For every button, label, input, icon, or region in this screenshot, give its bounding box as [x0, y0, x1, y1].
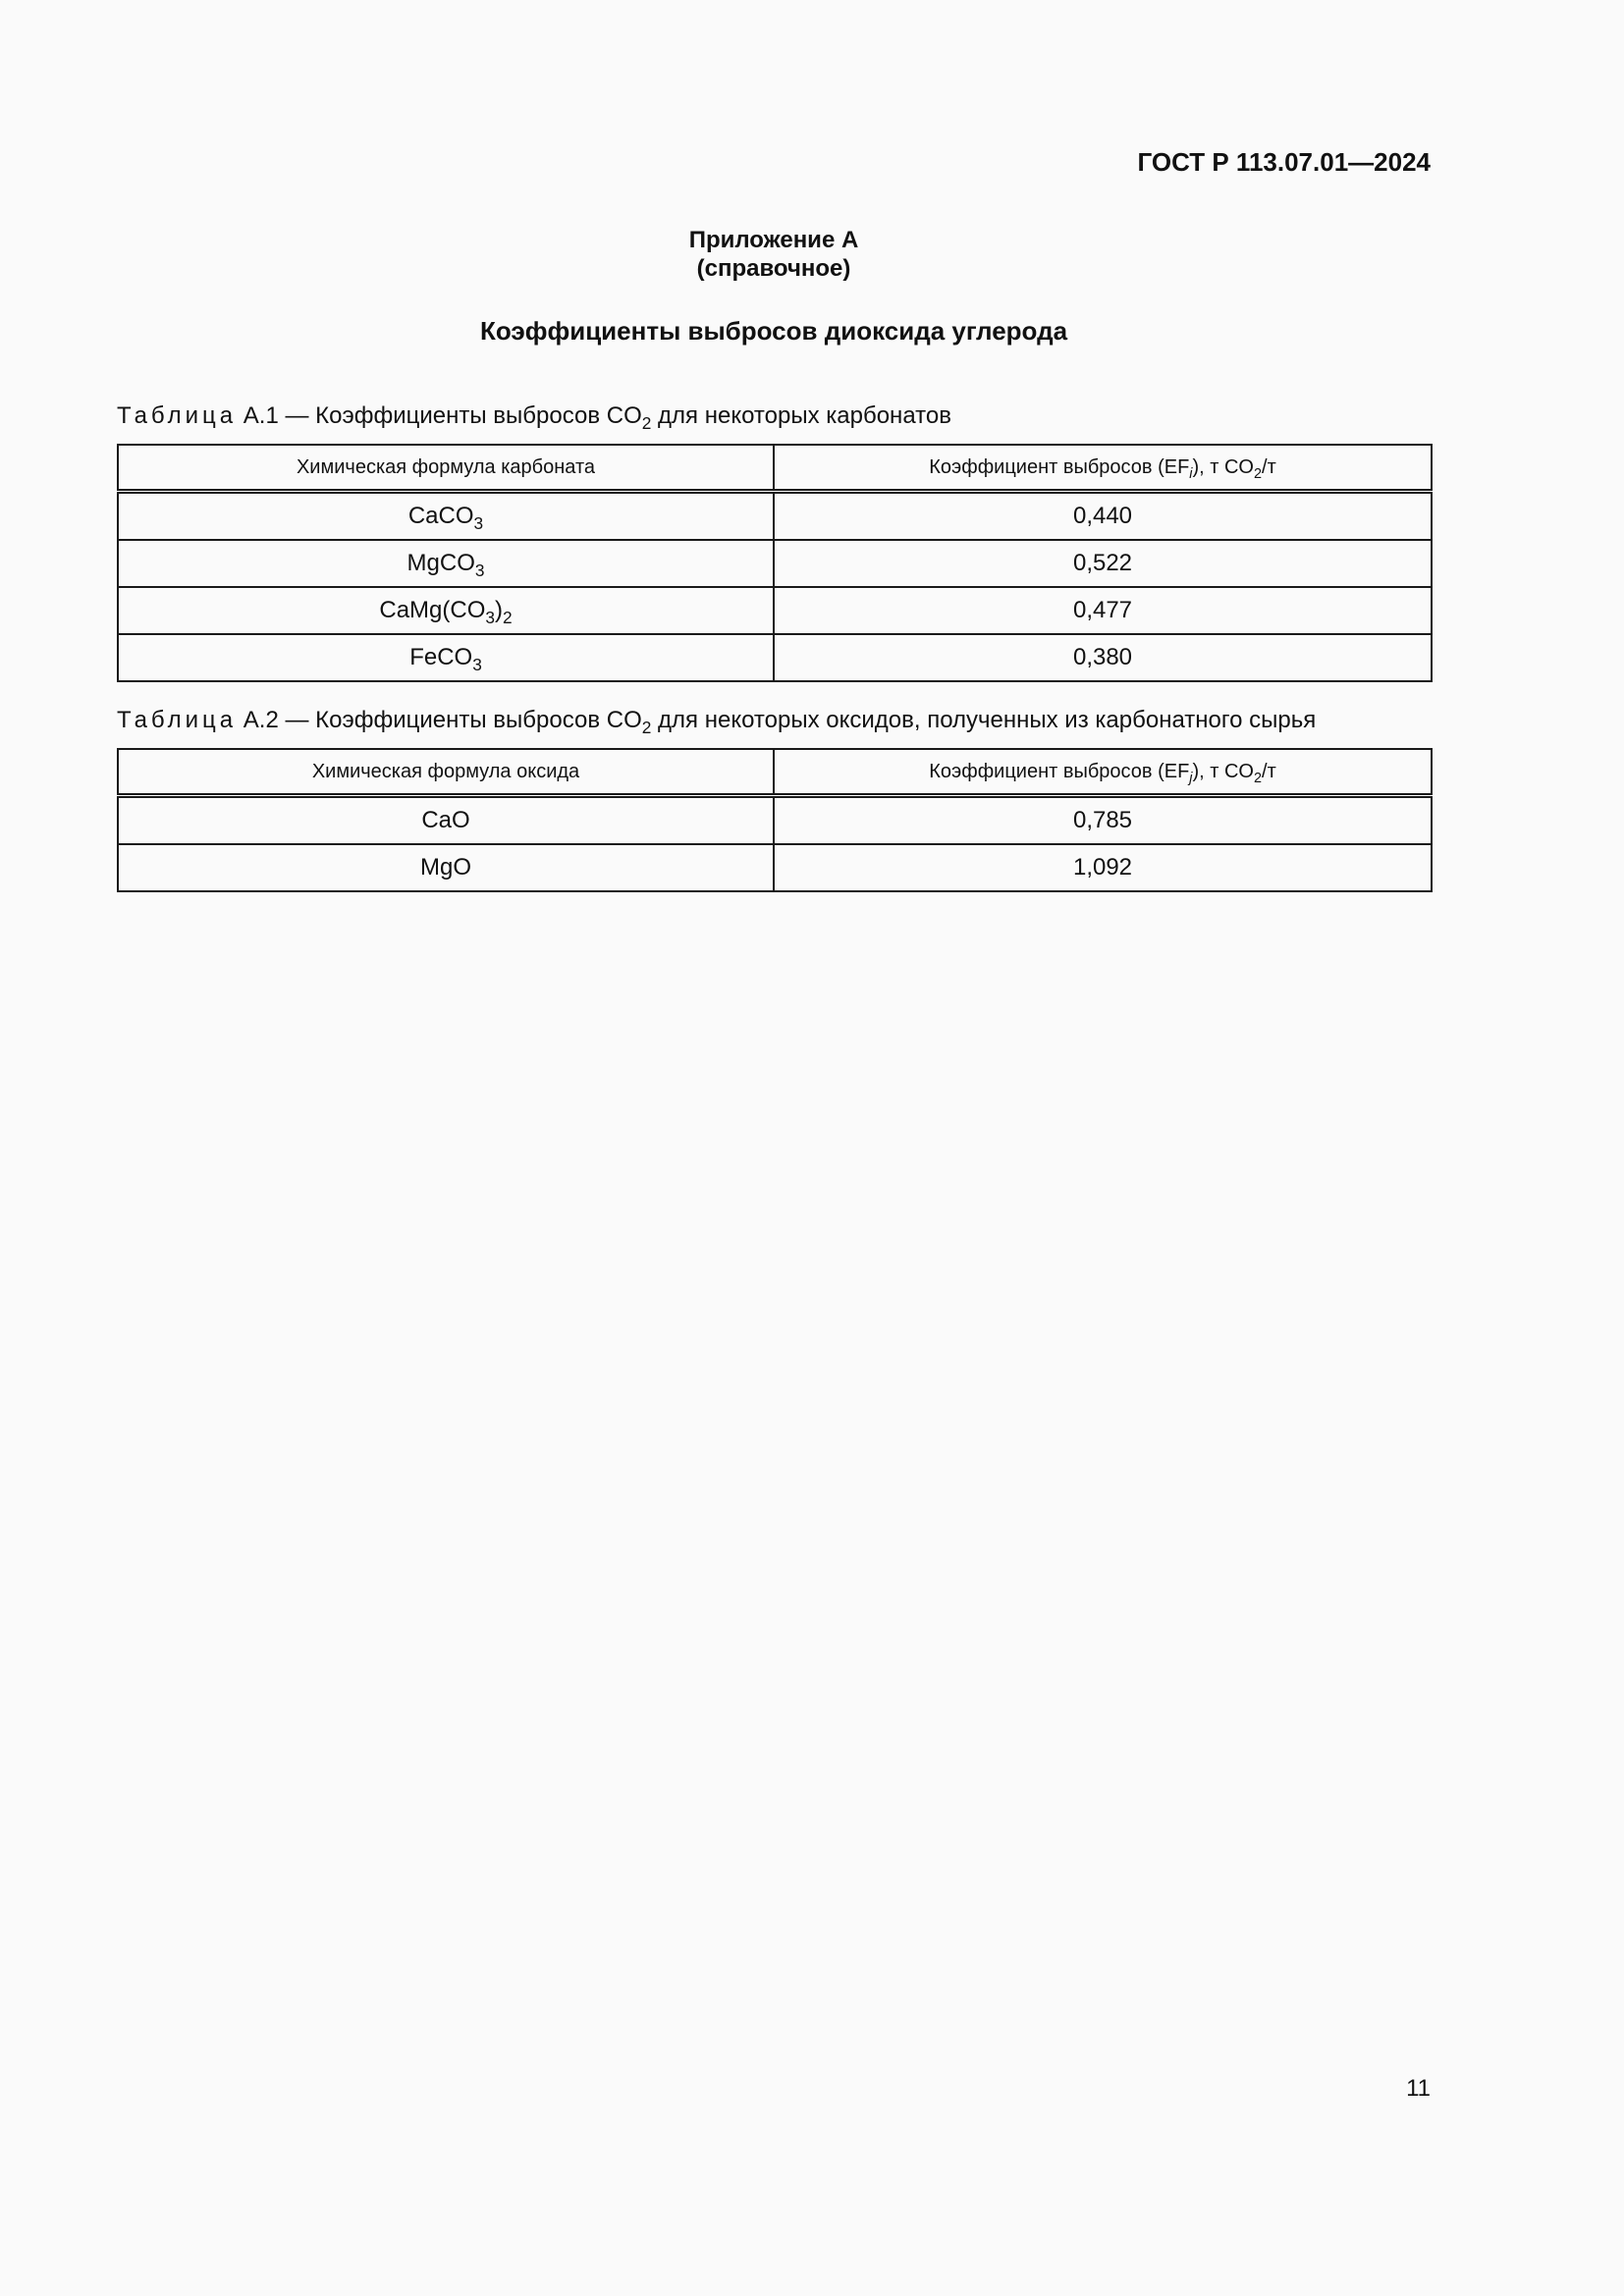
- table-a2-header-factor-after: /т: [1262, 760, 1276, 782]
- table-a1: [117, 444, 1433, 682]
- table-a2-body: [118, 796, 1432, 892]
- appendix-label: Приложение А: [688, 227, 859, 253]
- table-a2-header-factor-index: j: [1189, 770, 1193, 786]
- table-a1-caption-word: Таблица: [117, 402, 238, 429]
- value-cell: 0,785: [774, 796, 1432, 845]
- table-a2-caption-text: — Коэффициенты выбросов CO: [278, 707, 642, 733]
- appendix-heading: [0, 226, 1547, 283]
- table-a2-header-factor-sub: 2: [1254, 770, 1263, 786]
- formula-text: MgCO: [406, 550, 475, 576]
- formula-text: FeCO: [409, 644, 473, 670]
- formula-text: ): [495, 597, 503, 623]
- table-a1-header-factor-sub: 2: [1254, 465, 1263, 482]
- formula-subscript: 3: [474, 561, 485, 581]
- table-a1-body: [118, 492, 1432, 682]
- table-a2-caption: [117, 707, 1317, 738]
- table-a1-caption-text-after: для некоторых карбонатов: [651, 402, 951, 429]
- table-a2-header-formula: Химическая формула оксида: [118, 749, 774, 796]
- table-a1-caption-sub: 2: [641, 413, 652, 434]
- table-a1-header-factor: [774, 445, 1432, 492]
- value-cell: 0,477: [774, 587, 1432, 634]
- table-row: [118, 844, 1432, 891]
- table-a1-header-factor-text: Коэффициент выбросов (EF: [929, 455, 1190, 478]
- table-a2-caption-text-after: для некоторых оксидов, полученных из карбонатного сырья: [651, 707, 1317, 733]
- table-a1-header-factor-after: /т: [1262, 455, 1276, 478]
- table-a2-caption-sub: 2: [641, 718, 652, 738]
- table-a2-header-factor-mid: ), т CO: [1192, 760, 1254, 782]
- formula-subscript: 3: [472, 655, 482, 675]
- table-a1-caption: [117, 402, 951, 434]
- formula-cell: [118, 492, 774, 541]
- formula-text: CaO: [421, 807, 470, 833]
- value-cell: 0,380: [774, 634, 1432, 681]
- value-cell: 1,092: [774, 844, 1432, 891]
- formula-cell: [118, 844, 774, 891]
- formula-subscript: 2: [503, 608, 513, 628]
- table-a2-header-row: [118, 749, 1432, 796]
- standard-id: ГОСТ Р 113.07.01—2024: [1137, 147, 1431, 177]
- table-a2-caption-word: Таблица: [117, 707, 238, 733]
- table-a2-caption-number: А.2: [243, 707, 279, 733]
- formula-subscript: 3: [485, 608, 495, 628]
- table-a1-caption-number: А.1: [243, 402, 279, 429]
- table-row: [118, 796, 1432, 845]
- table-a1-header-row: [118, 445, 1432, 492]
- table-a2-header-factor: [774, 749, 1432, 796]
- formula-text: MgO: [419, 854, 471, 881]
- formula-subscript: 3: [473, 513, 484, 534]
- page-number: 11: [1406, 2075, 1431, 2102]
- formula-cell: [118, 587, 774, 634]
- appendix-title: Коэффициенты выбросов диоксида углерода: [479, 316, 1068, 346]
- table-a1-caption-text: — Коэффициенты выбросов CO: [278, 402, 642, 429]
- appendix-status: (справочное): [696, 255, 851, 282]
- table-a2-header-factor-text: Коэффициент выбросов (EF: [929, 760, 1190, 782]
- value-cell: 0,522: [774, 540, 1432, 587]
- formula-cell: [118, 634, 774, 681]
- formula-text: CaCO: [407, 503, 474, 529]
- value-cell: 0,440: [774, 492, 1432, 541]
- table-a1-header-factor-index: i: [1189, 465, 1193, 482]
- formula-cell: [118, 540, 774, 587]
- table-row: [118, 587, 1432, 634]
- table-a1-header-factor-mid: ), т CO: [1192, 455, 1254, 478]
- table-row: [118, 634, 1432, 681]
- table-a2: [117, 748, 1433, 892]
- formula-cell: [118, 796, 774, 845]
- table-row: [118, 492, 1432, 541]
- formula-text: CaMg(CO: [379, 597, 486, 623]
- table-row: [118, 540, 1432, 587]
- table-a1-header-formula: Химическая формула карбоната: [118, 445, 774, 492]
